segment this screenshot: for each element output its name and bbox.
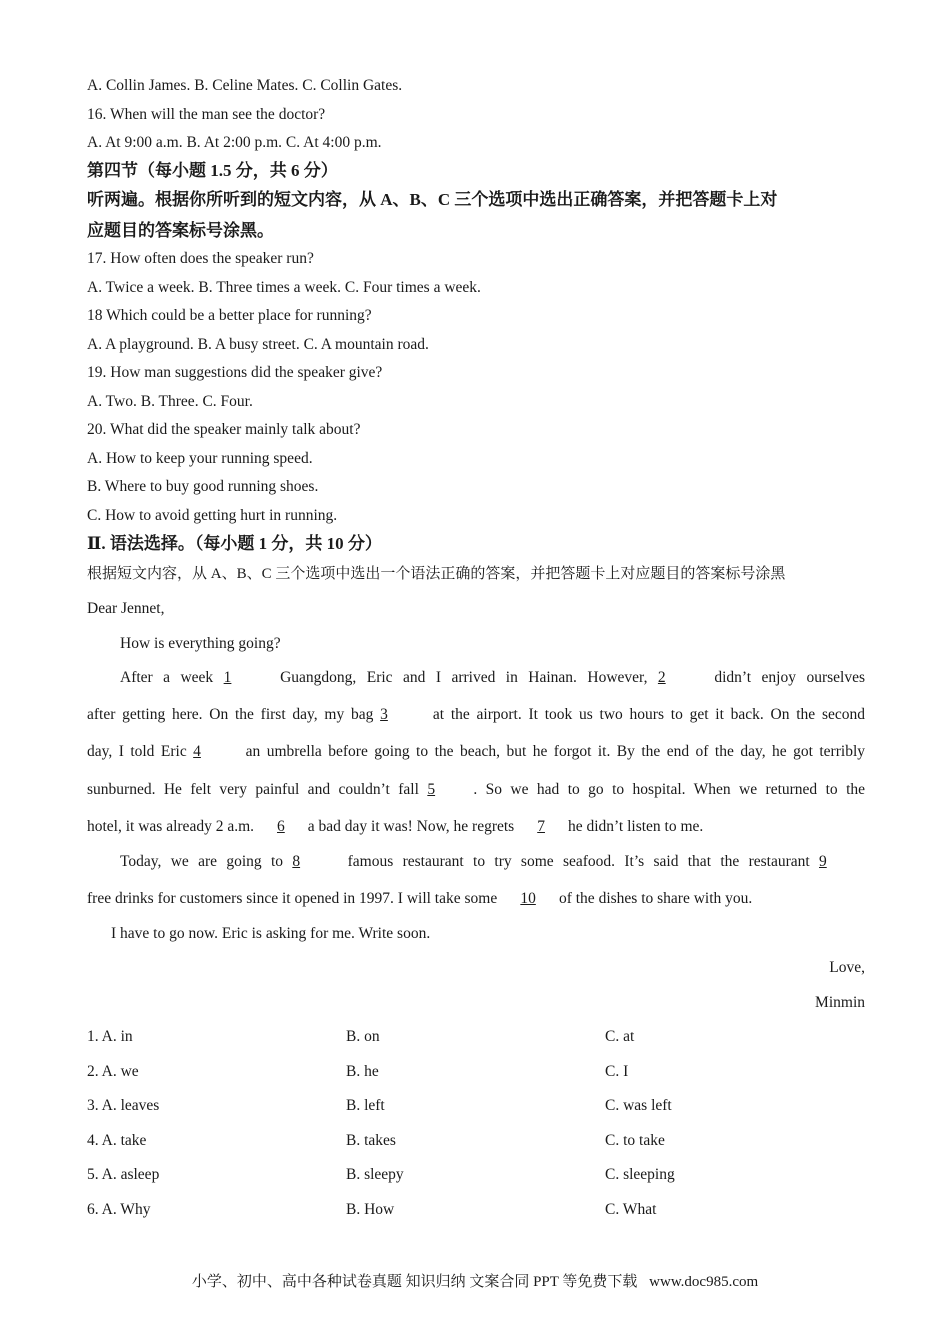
blank-5: 5 xyxy=(427,781,436,798)
option-4-c: C. to take xyxy=(605,1131,665,1149)
blank-8: 8 xyxy=(292,853,301,870)
option-3-a: 3. A. leaves xyxy=(87,1097,160,1115)
option-3-c: C. was left xyxy=(605,1097,672,1115)
option-6-b: B. How xyxy=(346,1201,395,1218)
blank-3: 3 xyxy=(380,706,388,723)
footer-url[interactable]: www.doc985.com xyxy=(649,1274,759,1290)
q18-question: 18 Which could be a better place for running? xyxy=(87,307,372,324)
option-6-c: C. What xyxy=(605,1201,657,1218)
letter-closing: I have to go now. Eric is asking for me. Write soon. xyxy=(111,925,431,942)
q19-options: A. Two. B. Three. C. Four. xyxy=(87,393,253,410)
blank-7: 7 xyxy=(537,818,545,835)
option-2-c: C. I xyxy=(605,1062,629,1080)
option-4-b: B. takes xyxy=(346,1131,396,1149)
grammar-title: Ⅱ. 语法选择。（每小题 1 分，共 10 分） xyxy=(87,534,382,553)
p1-line3: day, I told Eric 4 an umbrella before going to the beach, but he forgot it. By the end of the day, he got terribly xyxy=(87,743,865,760)
section4-instruction-line1: 听两遍。根据你所听到的短文内容，从 A、B、C 三个选项中选出正确答案，并把答题卡上对 xyxy=(87,190,778,209)
letter-signoff: Love, xyxy=(829,959,865,976)
option-5-b: B. sleepy xyxy=(346,1166,404,1184)
option-2-a: 2. A. we xyxy=(87,1062,139,1080)
blank-1: 1 xyxy=(223,669,232,686)
option-1-b: B. on xyxy=(346,1028,380,1045)
q16-options: A. At 9:00 a.m. B. At 2:00 p.m. C. At 4:00 p.m. xyxy=(87,134,382,151)
blank-9: 9 xyxy=(819,853,827,870)
p2-line1: Today, we are going to 8 famous restaurant to try some seafood. It’s said that the restaurant 9 xyxy=(120,852,865,872)
option-6-a: 6. A. Why xyxy=(87,1201,151,1218)
section4-instruction-line2: 应题目的答案标号涂黑。 xyxy=(87,221,274,240)
letter-greeting: Dear Jennet, xyxy=(87,600,165,617)
blank-2: 2 xyxy=(657,669,666,686)
q20-question: 20. What did the speaker mainly talk about? xyxy=(87,421,361,438)
q16-question: 16. When will the man see the doctor? xyxy=(87,106,326,123)
q20-option-a: A. How to keep your running speed. xyxy=(87,450,313,467)
blank-6: 6 xyxy=(277,818,285,835)
q15-options: A. Collin James. B. Celine Mates. C. Collin Gates. xyxy=(87,77,403,94)
blank-4: 4 xyxy=(193,743,201,760)
footer-text: 小学、初中、高中各种试卷真题 知识归纳 文案合同 PPT 等免费下载 xyxy=(191,1274,638,1290)
option-1-a: 1. A. in xyxy=(87,1028,133,1045)
option-4-a: 4. A. take xyxy=(87,1131,147,1149)
option-2-b: B. he xyxy=(346,1062,379,1080)
letter-opening: How is everything going? xyxy=(120,635,281,652)
option-5-a: 5. A. asleep xyxy=(87,1166,160,1184)
q20-option-c: C. How to avoid getting hurt in running. xyxy=(87,507,338,524)
section4-title: 第四节（每小题 1.5 分，共 6 分） xyxy=(87,161,338,180)
p2-line2: free drinks for customers since it opened in 1997. I will take some 10 of the dishes to share with you. xyxy=(87,890,753,907)
q19-question: 19. How man suggestions did the speaker give? xyxy=(87,364,383,381)
option-1-c: C. at xyxy=(605,1028,635,1045)
q18-options: A. A playground. B. A busy street. C. A mountain road. xyxy=(87,336,429,353)
grammar-instruction: 根据短文内容，从 A、B、C 三个选项中选出一个语法正确的答案，并把答题卡上对应题目的答案标号涂黑 xyxy=(87,566,786,582)
option-3-b: B. left xyxy=(346,1097,385,1115)
blank-10: 10 xyxy=(520,890,536,907)
q20-option-b: B. Where to buy good running shoes. xyxy=(87,478,319,495)
option-5-c: C. sleeping xyxy=(605,1166,675,1184)
letter-signature: Minmin xyxy=(815,994,865,1011)
p1-line5: hotel, it was already 2 a.m. 6 a bad day it was! Now, he regrets 7 he didn’t listen to me. xyxy=(87,818,704,835)
p1-line1: After a week 1 Guangdong, Eric and I arrived in Hainan. However, 2 didn’t enjoy ourselves xyxy=(120,669,865,686)
p1-line2: after getting here. On the first day, my bag 3 at the airport. It took us two hours to get it back. On the second xyxy=(87,706,865,723)
q17-options: A. Twice a week. B. Three times a week. C. Four times a week. xyxy=(87,279,481,296)
page-footer xyxy=(0,1270,950,1291)
q17-question: 17. How often does the speaker run? xyxy=(87,250,314,267)
p1-line4: sunburned. He felt very painful and couldn’t fall 5 . So we had to go to hospital. When we returned to the xyxy=(87,781,866,798)
